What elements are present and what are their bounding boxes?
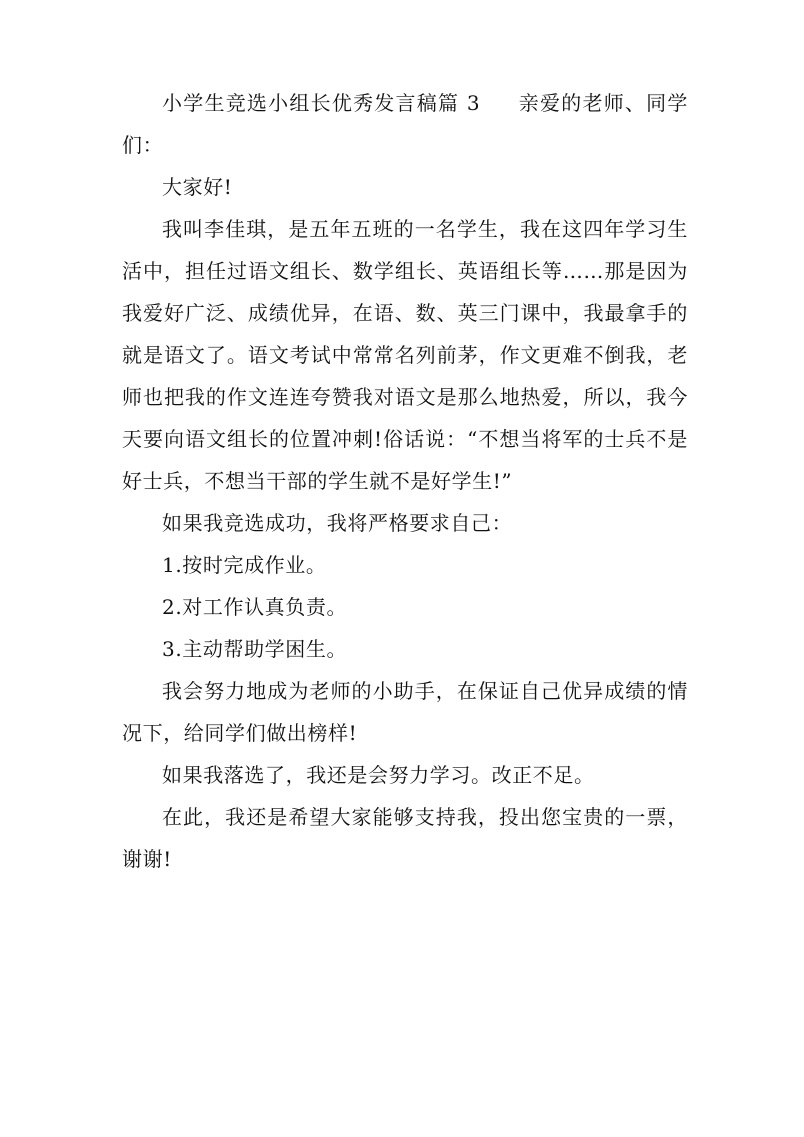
goal-paragraph: 我会努力地成为老师的小助手，在保证自己优异成绩的情况下，给同学们做出榜样! bbox=[122, 679, 688, 745]
commitment-item: 2.对工作认真负责。 bbox=[162, 595, 348, 619]
commitment-intro: 如果我竞选成功，我将严格要求自己： bbox=[162, 511, 513, 535]
document-body bbox=[122, 82, 688, 880]
commitment-item: 1.按时完成作业。 bbox=[162, 553, 327, 577]
greeting: 大家好! bbox=[162, 175, 233, 199]
title-paragraph bbox=[122, 82, 688, 166]
intro-paragraph: 我叫李佳琪，是五年五班的一名学生，我在这四年学习生活中，担任过语文组长、数学组长、英语组长等……那是因为我爱好广泛、成绩优异，在语、数、英三门课中，我最拿手的就是语文了。语文考试中常常名列前茅，作文更难不倒我，老师也把我的作文连连夸赞我对语文是那么地热爱，所以，我今天要向语文组长的位置冲刺!俗话说：“不想当将军的士兵不是好士兵，不想当干部的学生就不是好学生!” bbox=[122, 217, 688, 493]
commitment-item: 3.主动帮助学困生。 bbox=[162, 637, 348, 661]
salutation: 亲爱的老师、同学们： bbox=[122, 91, 688, 157]
if-lose-paragraph: 如果我落选了，我还是会努力学习。改正不足。 bbox=[162, 763, 595, 787]
document-title: 小学生竞选小组长优秀发言稿篇 3 bbox=[162, 91, 481, 115]
closing-paragraph: 在此，我还是希望大家能够支持我，投出您宝贵的一票，谢谢! bbox=[122, 805, 688, 871]
